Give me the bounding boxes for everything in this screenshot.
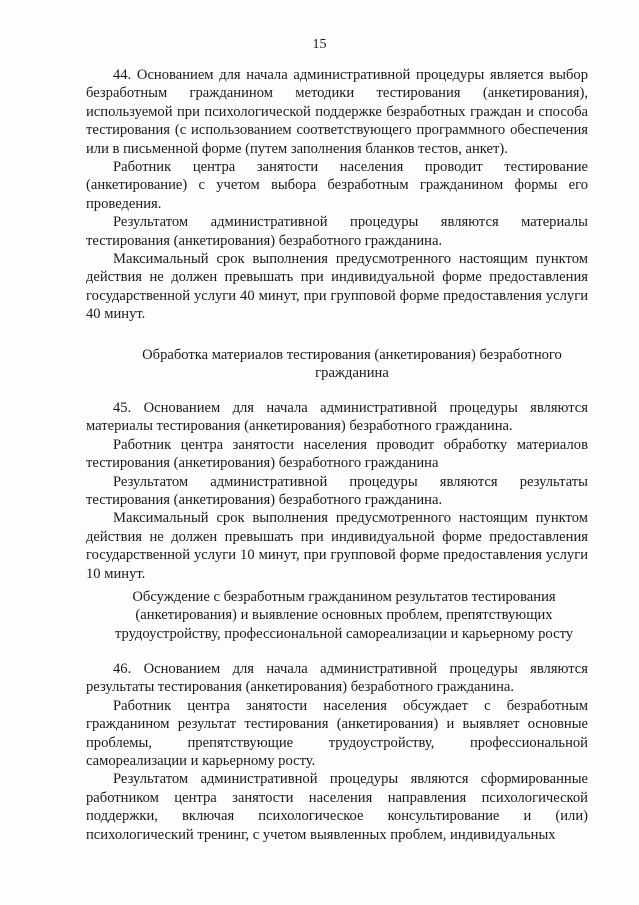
paragraph: Работник центра занятости населения обсуждает с безработным гражданином результат тестирования (анкетирования) и выявляет основные проблемы, препятствующие трудоустройству, профессиональной самореализации и карьерному росту. [86,697,588,770]
section-heading-text: Обсуждение с безработным гражданином результатов тестирования (анкетирования) и выявление основных проблем, препятствующих трудоустройству, профессиональной самореализации и карьерному росту [114,589,574,642]
section-heading-text: Обработка материалов тестирования (анкетирования) безработного гражданина [142,347,562,382]
paragraph: Максимальный срок выполнения предусмотренного настоящим пунктом действия не должен превышать при индивидуальной форме предоставления государственной услуги 10 минут, при групповой форме предоставления услуги 10 минут. [86,510,588,582]
section-44 [86,66,588,324]
paragraph: Результатом административной процедуры являются результаты тестирования (анкетирования) безработного гражданина. [86,473,588,509]
paragraph: 44. Основанием для начала административной процедуры является выбор безработным гражданином методики тестирования (анкетирования), используемой при психологической поддержке безработных граждан и способа тестирования (с использованием соответствующего программного обеспечения или в письменной форме (путем заполнения бланков тестов, анкет). [86,67,588,157]
paragraph: 46. Основанием для начала административной процедуры являются результаты тестирования (анкетирования) безработного гражданина. [86,661,588,696]
section-45 [86,399,588,583]
paragraph: Работник центра занятости населения проводит обработку материалов тестирования (анкетирования) безработного гражданина [86,436,588,472]
paragraph: 45. Основанием для начала административной процедуры являются материалы тестирования (анкетирования) безработного гражданина. [86,400,588,435]
section-heading [126,346,578,383]
page-number: 15 [312,37,327,52]
paragraph: Результатом административной процедуры являются сформированные работником центра занятости населения направления психологической поддержки, включая психологическое консультирование и (или) психологический тренинг, с учетом выявленных проблем, индивидуальных [86,771,588,843]
section-46 [86,660,588,844]
paragraph: Максимальный срок выполнения предусмотренного настоящим пунктом действия не должен превышать при индивидуальной форме предоставления государственной услуги 40 минут, при групповой форме предоставления услуги 40 минут. [86,251,588,323]
paragraph: Работник центра занятости населения проводит тестирование (анкетирование) с учетом выбора безработным гражданином формы его проведения. [86,159,588,212]
paragraph: Результатом административной процедуры являются материалы тестирования (анкетирования) безработного гражданина. [86,214,588,249]
section-heading [106,588,582,643]
